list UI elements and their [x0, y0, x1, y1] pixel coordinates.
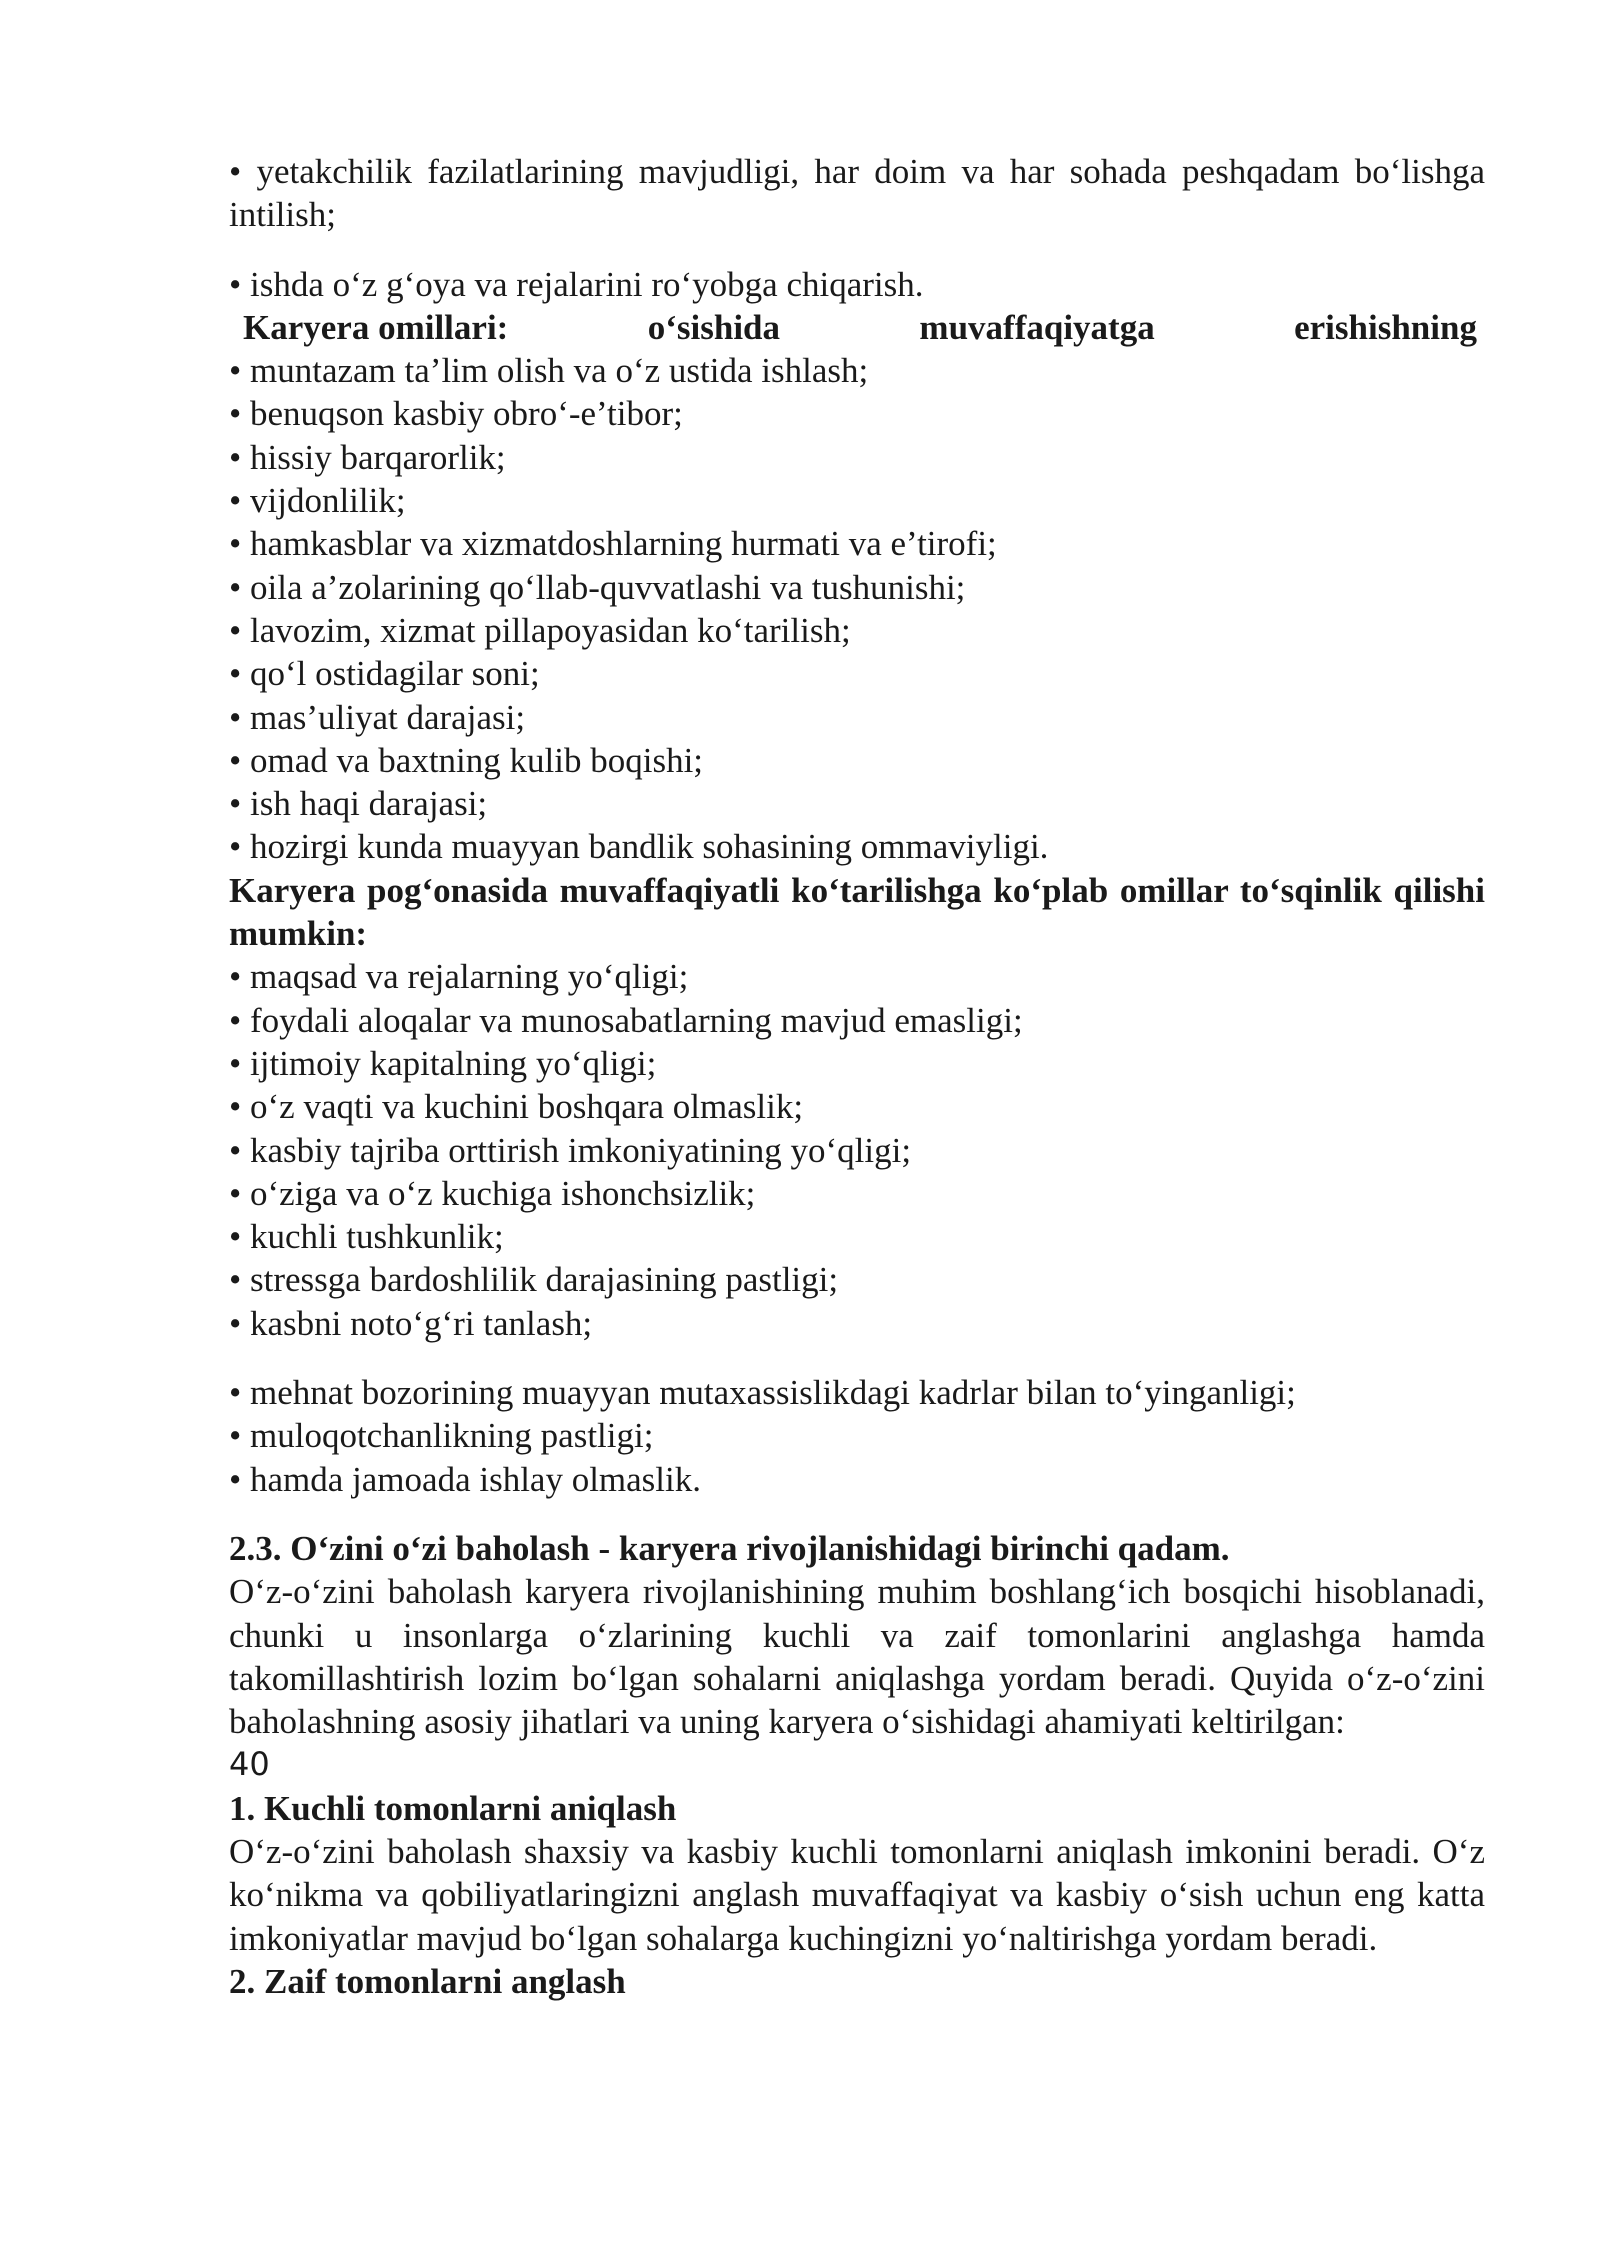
list-item: • ish haqi darajasi;: [229, 784, 488, 824]
section-heading: 2.3. O‘zini o‘zi baholash - karyera rivojlanishidagi birinchi qadam.: [229, 1528, 1230, 1568]
heading-word: Karyera omillari:: [243, 307, 509, 347]
list-item: • maqsad va rejalarning yo‘qligi;: [229, 957, 689, 997]
factors-heading: [229, 306, 1485, 349]
list-item: • ijtimoiy kapitalning yo‘qligi;: [229, 1043, 657, 1083]
list-item: • stressga bardoshlilik darajasining pastligi;: [229, 1260, 839, 1300]
page-number: 40: [229, 1745, 270, 1784]
obstacles-list-continued: [229, 1371, 1485, 1501]
list-item: • foydali aloqalar va munosabatlarning mavjud emasligi;: [229, 1000, 1023, 1040]
factors-list: [229, 349, 1485, 869]
obstacles-heading: Karyera pog‘onasida muvaffaqiyatli ko‘tarilishga ko‘plab omillar to‘sqinlik qilishi mumkin:: [229, 870, 1485, 954]
subsection-heading-1: 1. Kuchli tomonlarni aniqlash: [229, 1788, 677, 1828]
list-item: • vijdonlilik;: [229, 481, 406, 521]
list-item: • qo‘l ostidagilar soni;: [229, 654, 540, 694]
list-item: • yetakchilik fazilatlarining mavjudligi, har doim va har sohada peshqadam bo‘lishga intilish;: [229, 152, 1485, 235]
subsection-heading-2: 2. Zaif tomonlarni anglash: [229, 1961, 626, 2001]
list-item: • mehnat bozorining muayyan mutaxassislikdagi kadrlar bilan to‘yinganligi;: [229, 1373, 1296, 1413]
list-item: • oila a’zolarining qo‘llab-quvvatlashi va tushunishi;: [229, 567, 966, 607]
list-item: • hissiy barqarorlik;: [229, 437, 506, 477]
list-item: • o‘z vaqti va kuchini boshqara olmaslik;: [229, 1087, 804, 1127]
list-item: • muntazam ta’lim olish va o‘z ustida ishlash;: [229, 351, 869, 391]
spacer: [229, 1501, 1485, 1527]
list-item: • kuchli tushkunlik;: [229, 1217, 504, 1257]
list-item: • muloqotchanlikning pastligi;: [229, 1416, 654, 1456]
list-item: • ishda o‘z g‘oya va rejalarini ro‘yobga chiqarish.: [229, 264, 924, 304]
list-item: • benuqson kasbiy obro‘-e’tibor;: [229, 394, 683, 434]
subsection-text-1: O‘z-o‘zini baholash shaxsiy va kasbiy kuchli tomonlarni aniqlash imkonini beradi. O‘z ko‘nikma va qobiliyatlaringizni anglash muvaffaqiyat va kasbiy o‘sish uchun eng katta imkoniyatlar mavjud bo‘lgan sohalarga kuchingizni yo‘naltirishga yordam beradi.: [229, 1831, 1485, 1958]
spacer: [229, 1345, 1485, 1371]
list-item: • lavozim, xizmat pillapoyasidan ko‘tarilish;: [229, 610, 851, 650]
document-page: [229, 150, 1485, 2003]
list-item: • hamda jamoada ishlay olmaslik.: [229, 1459, 702, 1499]
list-item: • kasbiy tajriba orttirish imkoniyatining yo‘qligi;: [229, 1130, 912, 1170]
heading-word: erishishning: [1294, 307, 1477, 347]
spacer: [229, 237, 1485, 263]
list-item: • mas’uliyat darajasi;: [229, 697, 526, 737]
heading-word: o‘sishida: [647, 307, 781, 347]
list-item: • hamkasblar va xizmatdoshlarning hurmati va e’tirofi;: [229, 524, 997, 564]
section-intro: O‘z-o‘zini baholash karyera rivojlanishining muhim boshlang‘ich bosqichi hisoblanadi, chunki u insonlarga o‘zlarining kuchli va zaif tomonlarini anglashga hamda takomillashtirish lozim bo‘lgan sohalarni aniqlashga yordam beradi. Quyida o‘z-o‘zini baholashning asosiy jihatlari va uning karyera o‘sishidagi ahamiyati keltirilgan:: [229, 1572, 1485, 1742]
list-item: • omad va baxtning kulib boqishi;: [229, 740, 704, 780]
list-item: • hozirgi kunda muayyan bandlik sohasining ommaviyligi.: [229, 827, 1049, 867]
list-item: • kasbni noto‘g‘ri tanlash;: [229, 1303, 593, 1343]
heading-word: muvaffaqiyatga: [919, 307, 1155, 347]
list-item: • o‘ziga va o‘z kuchiga ishonchsizlik;: [229, 1173, 756, 1213]
obstacles-list: [229, 955, 1485, 1345]
